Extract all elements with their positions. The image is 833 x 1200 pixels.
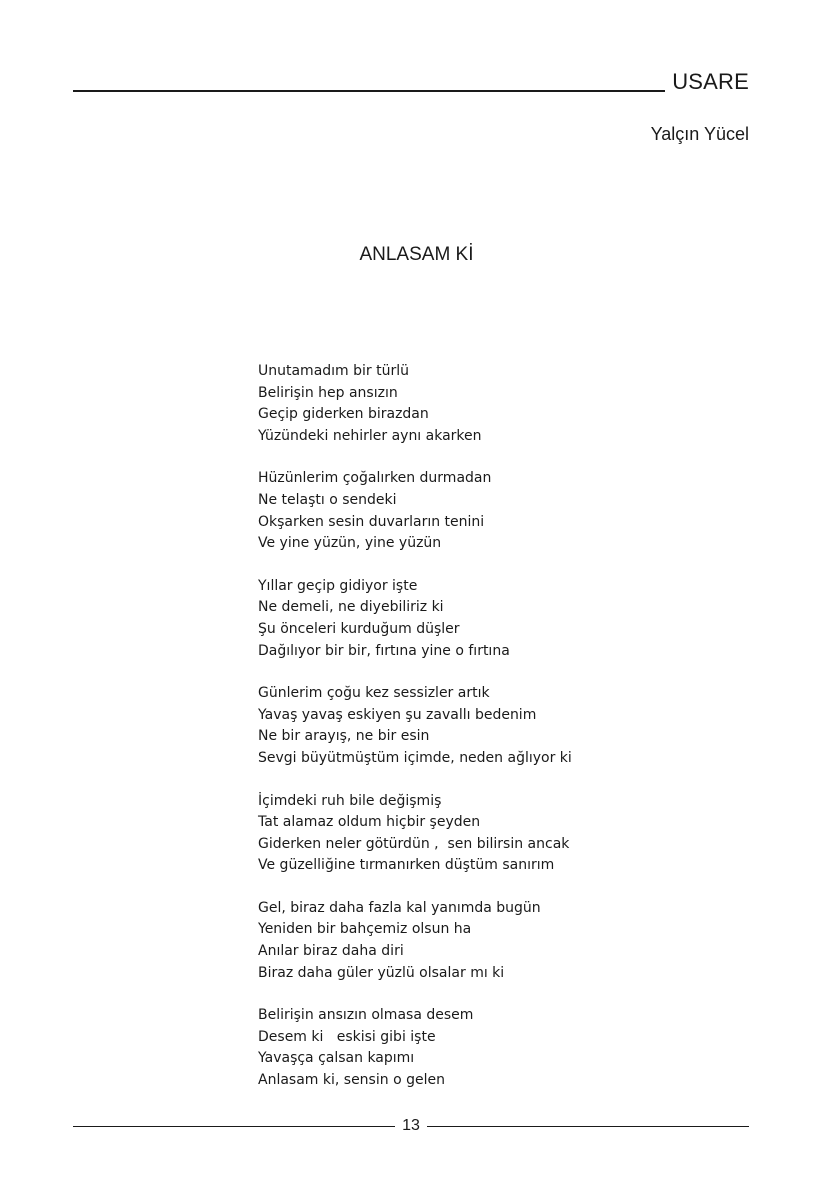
- journal-name: USARE: [672, 69, 749, 94]
- poem-line: Yavaş yavaş eskiyen şu zavallı bedenim: [258, 706, 537, 723]
- page-number: 13: [402, 1117, 420, 1134]
- poem-line: Unutamadım bir türlü: [258, 363, 410, 379]
- poem-line: Sevgi büyütmüştüm içimde, neden ağlıyor ki: [258, 749, 572, 766]
- poem-line: Anılar biraz daha diri: [258, 943, 404, 960]
- poem-line: Okşarken sesin duvarların tenini: [258, 513, 485, 530]
- poem-line: İçimdeki ruh bile değişmiş: [258, 792, 442, 809]
- poem-body: [258, 361, 758, 1113]
- poem-line: Belirişin ansızın olmasa desem: [258, 1007, 474, 1024]
- poem-line: Ne telaştı o sendeki: [258, 491, 397, 508]
- poem-line: Ne demeli, ne diyebiliriz ki: [258, 599, 444, 616]
- poem-line: Gel, biraz daha fazla kal yanımda bugün: [258, 899, 541, 916]
- stanza-6: [258, 898, 758, 984]
- stanza-3: [258, 576, 758, 662]
- poem-line: Belirişin hep ansızın: [258, 384, 398, 401]
- stanza-5: [258, 791, 758, 877]
- poem-line: Günlerim çoğu kez sessizler artık: [258, 685, 490, 702]
- stanza-2: [258, 468, 758, 554]
- poem-line: Hüzünlerim çoğalırken durmadan: [258, 470, 492, 487]
- page-header: [73, 68, 749, 96]
- poem-line: Yüzündeki nehirler aynı akarken: [258, 427, 482, 444]
- poem-line: Yıllar geçip gidiyor işte: [258, 577, 418, 594]
- poem-line: Ne bir arayış, ne bir esin: [258, 728, 430, 745]
- poem-line: Şu önceleri kurduğum düşler: [258, 620, 460, 637]
- poem-line: Desem ki eskisi gibi işte: [258, 1028, 436, 1045]
- stanza-4: [258, 683, 758, 769]
- page-footer: [73, 1114, 749, 1138]
- header-rule: [73, 90, 665, 92]
- stanza-1: [258, 361, 758, 447]
- poem-line: Anlasam ki, sensin o gelen: [258, 1072, 445, 1089]
- poem-line: Tat alamaz oldum hiçbir şeyden: [258, 814, 481, 831]
- poem-line: Dağılıyor bir bir, fırtına yine o fırtına: [258, 642, 510, 659]
- poem-line: Biraz daha güler yüzlü olsalar mı ki: [258, 964, 505, 981]
- footer-rule-left: [73, 1126, 395, 1127]
- author-name: Yalçın Yücel: [650, 124, 749, 144]
- poem-title: ANLASAM Kİ: [359, 244, 474, 265]
- poem-line: Giderken neler götürdün , sen bilirsin ancak: [258, 835, 570, 852]
- poem-line: Yavaşça çalsan kapımı: [258, 1050, 415, 1067]
- stanza-7: [258, 1005, 758, 1091]
- poem-line: Yeniden bir bahçemiz olsun ha: [258, 921, 472, 938]
- poem-line: Ve güzelliğine tırmanırken düştüm sanırım: [258, 857, 555, 874]
- poem-line: Geçip giderken birazdan: [258, 406, 429, 423]
- footer-rule-right: [427, 1126, 749, 1127]
- poem-line: Ve yine yüzün, yine yüzün: [258, 535, 442, 552]
